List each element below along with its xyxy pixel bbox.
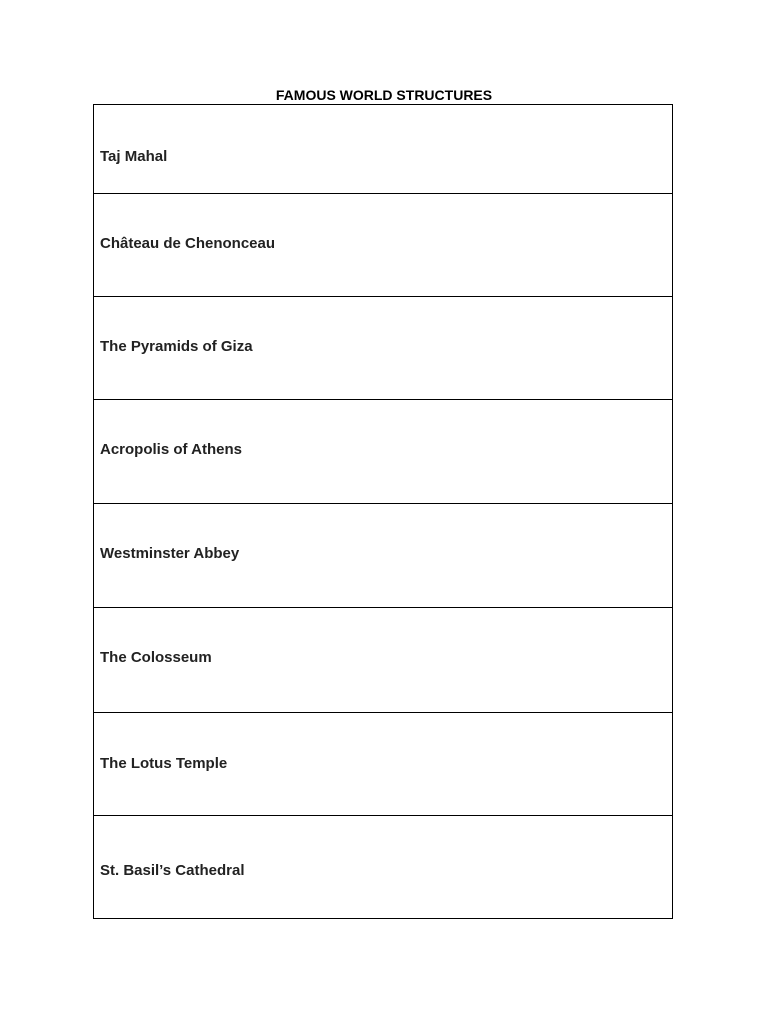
- table-row: [94, 105, 672, 194]
- structure-name: The Pyramids of Giza: [100, 338, 253, 355]
- table-row: [94, 503, 672, 608]
- table-row: [94, 399, 672, 504]
- table-row: [94, 193, 672, 297]
- structure-name: The Lotus Temple: [100, 755, 228, 772]
- table-row: [94, 607, 672, 713]
- page-title: FAMOUS WORLD STRUCTURES: [275, 87, 493, 103]
- table-row: [94, 712, 672, 816]
- structure-name: Taj Mahal: [100, 148, 168, 165]
- structure-name: St. Basil’s Cathedral: [100, 862, 245, 879]
- table-row: [94, 296, 672, 400]
- structure-name: Château de Chenonceau: [100, 235, 276, 252]
- structures-table: [93, 104, 673, 919]
- structure-name: The Colosseum: [100, 649, 212, 666]
- structure-name: Westminster Abbey: [100, 545, 240, 562]
- structure-name: Acropolis of Athens: [100, 441, 242, 458]
- table-row: [94, 815, 672, 918]
